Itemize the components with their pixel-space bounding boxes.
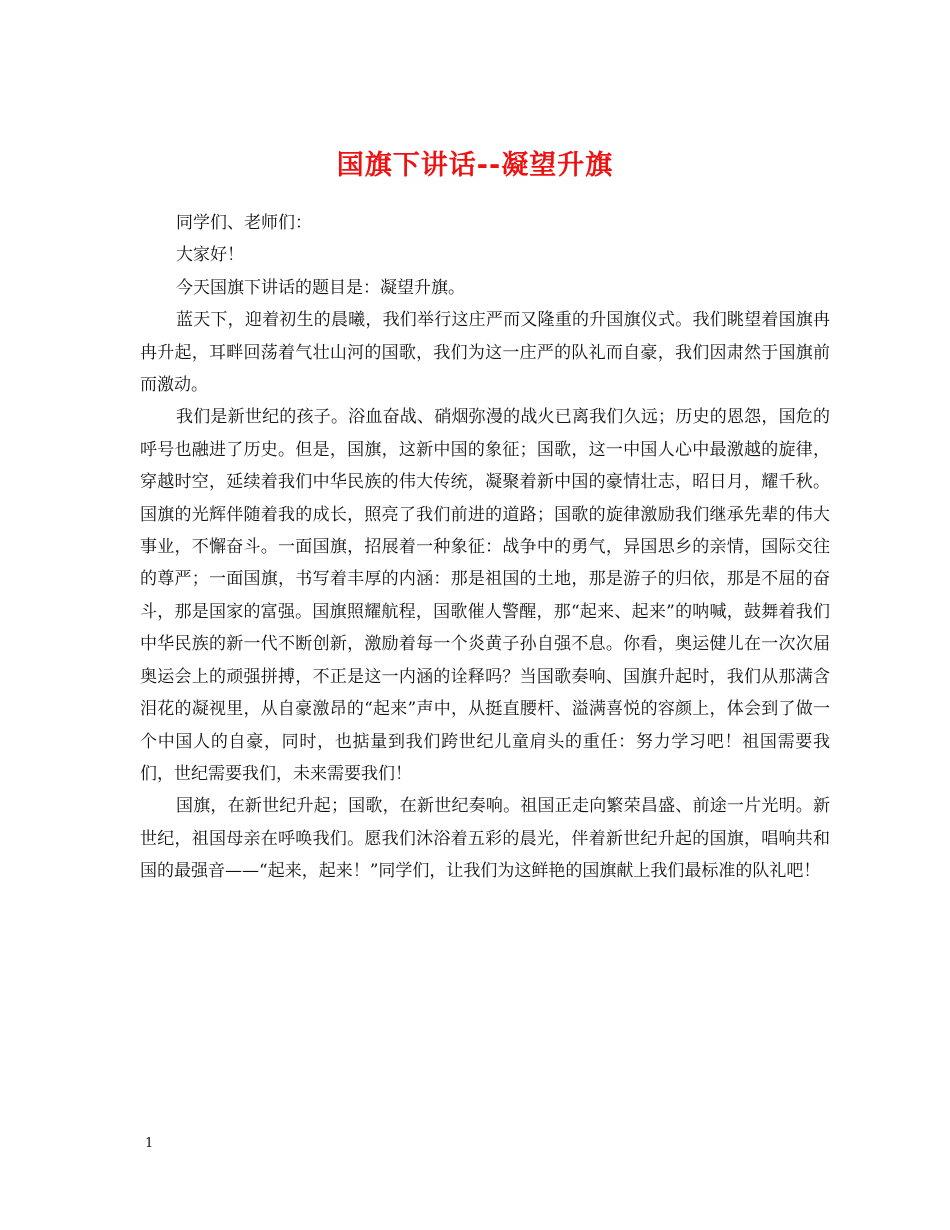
body-paragraph: 蓝天下，迎着初生的晨曦，我们举行这庄严而又隆重的升国旗仪式。我们眺望着国旗冉冉升起，耳畔回荡着气壮山河的国歌，我们为这一庄严的队礼而自豪，我们因肃然于国旗前而激动。 (140, 310, 830, 396)
topic-paragraph: 今天国旗下讲话的题目是：凝望升旗。 (176, 277, 465, 298)
greeting-paragraph: 同学们、老师们： (176, 213, 312, 233)
speech-body (140, 207, 830, 888)
page-number: 1 (145, 1136, 154, 1151)
body-paragraph: 我们是新世纪的孩子。浴血奋战、硝烟弥漫的战火已离我们久远；历史的恩怨，国危的呼号也融进了历史。但是，国旗，这新中国的象征；国歌，这一中国人心中最激越的旋律，穿越时空，延续着我们中华民族的伟大传统，凝聚着新中国的豪情壮志，昭日月，耀千秋。国旗的光辉伴随着我的成长，照亮了我们前进的道路；国歌的旋律激励我们继承先辈的伟大事业，不懈奋斗。一面国旗，招展着一种象征：战争中的勇气，异国思乡的亲情，国际交往的尊严；一面国旗，书写着丰厚的内涵：那是祖国的土地，那是游子的归依，那是不屈的奋斗，那是国家的富强。国旗照耀航程，国歌催人警醒，那“起来、起来”的呐喊，鼓舞着我们中华民族的新一代不断创新，激励着每一个炎黄子孙自强不息。你看，奥运健儿在一次次届奥运会上的顽强拼搏，不正是这一内涵的诠释吗？当国歌奏响、国旗升起时，我们从那满含泪花的凝视里，从自豪激昂的“起来”声中，从挺直腰杆、溢满喜悦的容颜上，体会到了做一个中国人的自豪，同时，也掂量到我们跨世纪儿童肩头的重任：努力学习吧！祖国需要我们，世纪需要我们，未来需要我们！ (140, 407, 830, 784)
page-title: 国旗下讲话--凝望升旗 (336, 150, 614, 182)
closing-paragraph: 国旗，在新世纪升起；国歌，在新世纪奏响。祖国正走向繁荣昌盛、前途一片光明。新世纪，祖国母亲在呼唤我们。愿我们沐浴着五彩的晨光，伴着新世纪升起的国旗，唱响共和国的最强音——“起来，起来！”同学们，让我们为这鲜艳的国旗献上我们最标准的队礼吧！ (140, 796, 830, 882)
salutation-paragraph: 大家好！ (176, 245, 244, 266)
